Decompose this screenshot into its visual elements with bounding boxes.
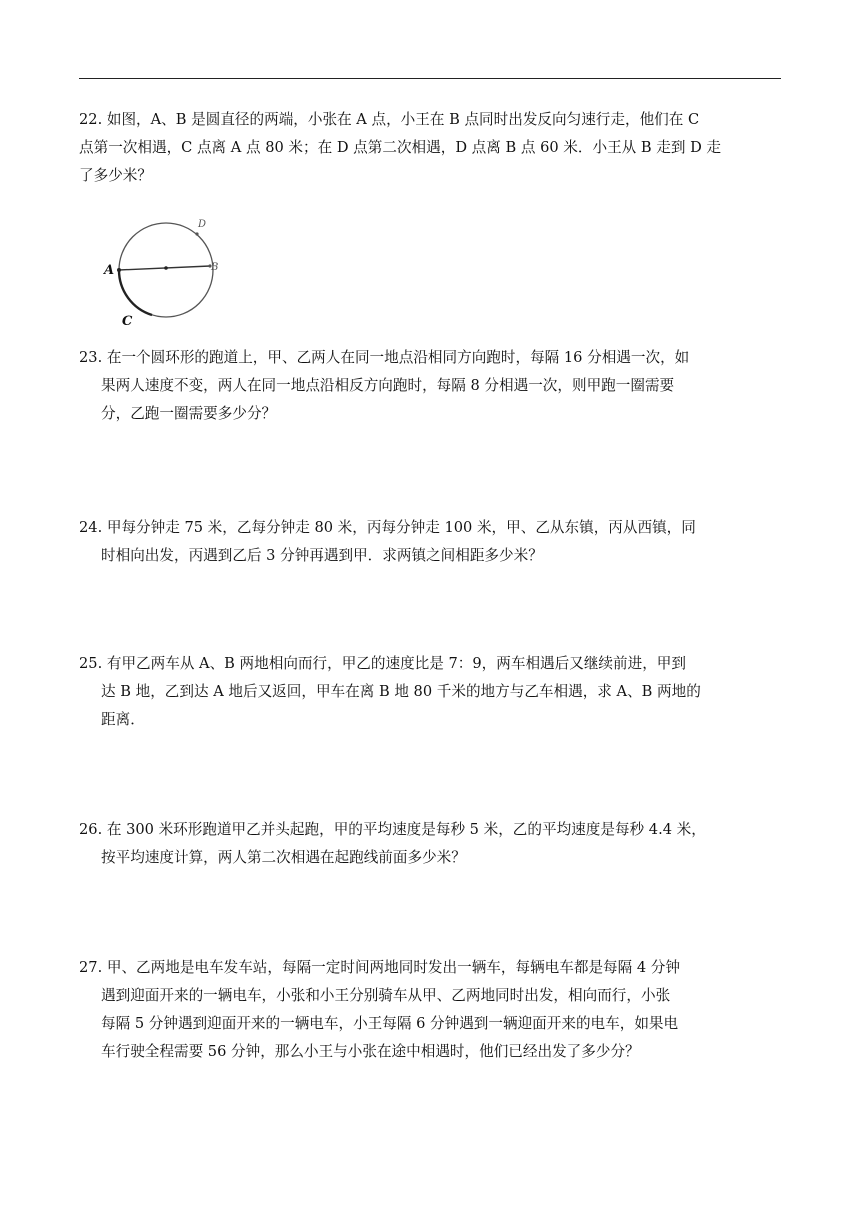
problem-24 <box>79 514 783 570</box>
problem-22 <box>79 106 783 190</box>
problem-27-line-4: 车行驶全程需要 56 分钟，那么小王与小张在途中相遇时，他们已经出发了多少分？ <box>101 1043 640 1060</box>
problem-26 <box>79 816 783 872</box>
problem-24-line-1: 24. 甲每分钟走 75 米，乙每分钟走 80 米，丙每分钟走 100 米，甲、乙从东镇，丙从西镇，同 <box>79 519 696 536</box>
problem-26-line-1: 26. 在 300 米环形跑道甲乙并头起跑，甲的平均速度是每秒 5 米，乙的平均速度是每秒 4.4 米， <box>79 821 706 838</box>
problem-27-line-2: 遇到迎面开来的一辆电车，小张和小王分别骑车从甲、乙两地同时出发，相向而行，小张 <box>101 987 671 1004</box>
label-a: A <box>104 263 115 278</box>
problem-25-line-3: 距离． <box>101 711 145 728</box>
circle-diagram <box>100 212 230 334</box>
arc-a-to-c <box>119 270 152 315</box>
problem-23-line-2: 果两人速度不变，两人在同一地点沿相反方向跑时，每隔 8 分相遇一次，则甲跑一圈需要 <box>101 377 675 394</box>
problem-23-line-1: 23. 在一个圆环形的跑道上，甲、乙两人在同一地点沿相同方向跑时，每隔 16 分相遇一次，如 <box>79 349 690 366</box>
label-b: B <box>211 262 219 273</box>
problem-27 <box>79 954 783 1066</box>
point-d-dot <box>195 232 198 235</box>
problem-23-line-3: 分，乙跑一圈需要多少分？ <box>101 405 277 422</box>
problem-22-line-3: 了多少米？ <box>79 167 152 184</box>
problem-22-line-2: 点第一次相遇，C 点离 A 点 80 米；在 D 点第二次相遇，D 点离 B 点 60 米．小王从 B 走到 D 走 <box>79 139 722 156</box>
problem-25-line-1: 25. 有甲乙两车从 A、B 两地相向而行，甲乙的速度比是 7：9，两车相遇后又继续前进，甲到 <box>79 655 686 672</box>
problem-27-line-3: 每隔 5 分钟遇到迎面开来的一辆电车，小王每隔 6 分钟遇到一辆迎面开来的电车，如果电 <box>101 1015 679 1032</box>
label-d: D <box>198 219 207 230</box>
problem-26-line-2: 按平均速度计算，两人第二次相遇在起跑线前面多少米？ <box>101 849 466 866</box>
problem-22-line-1: 22. 如图，A、B 是圆直径的两端，小张在 A 点，小王在 B 点同时出发反向匀速行走，他们在 C <box>79 111 700 128</box>
point-a-dot <box>117 268 121 272</box>
center-dot <box>164 266 168 270</box>
problem-25-line-2: 达 B 地，乙到达 A 地后又返回，甲车在离 B 地 80 千米的地方与乙车相遇，求 A、B 两地的 <box>101 683 701 700</box>
problem-25 <box>79 650 783 734</box>
problem-24-line-2: 时相向出发，丙遇到乙后 3 分钟再遇到甲．求两镇之间相距多少米？ <box>101 547 543 564</box>
header-rule <box>79 78 781 79</box>
label-c: C <box>122 314 133 329</box>
problem-27-line-1: 27. 甲、乙两地是电车发车站，每隔一定时间两地同时发出一辆车，每辆电车都是每隔 4 分钟 <box>79 959 680 976</box>
problem-23 <box>79 344 783 428</box>
